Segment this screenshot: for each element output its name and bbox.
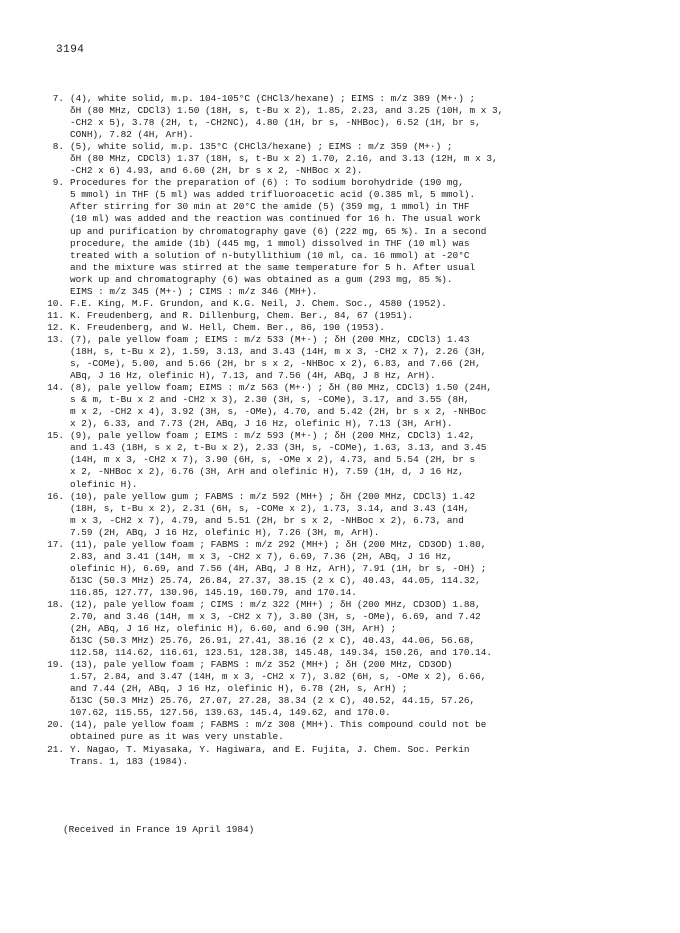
note-number: 14. — [47, 382, 64, 394]
note-line: m x 3, -CH2 x 7), 4.79, and 5.51 (2H, br s x 2, -NHBoc x 2), 6.73, and — [70, 514, 464, 526]
note-line: δH (80 MHz, CDCl3) 1.37 (18H, s, t-Bu x 2) 1.70, 2.16, and 3.13 (12H, m x 3, — [70, 153, 498, 165]
note-line: δ13C (50.3 MHz) 25.76, 27.07, 27.28, 38.34 (2 x C), 40.52, 44.15, 57.26, — [70, 695, 476, 707]
note-item — [36, 93, 666, 141]
note-line: procedure, the amide (1b) (445 mg, 1 mmol) dissolved in THF (10 ml) was — [70, 237, 470, 249]
note-item — [36, 334, 666, 382]
note-line: (10 ml) was added and the reaction was continued for 16 h. The usual work — [70, 213, 481, 225]
note-line: K. Freudenberg, and W. Hell, Chem. Ber., 86, 190 (1953). — [70, 321, 386, 333]
note-item — [36, 744, 666, 768]
note-line: (13), pale yellow foam ; FABMS : m/z 352 (MH+) ; δH (200 MHz, CD3OD) — [70, 659, 453, 671]
note-number: 17. — [47, 538, 64, 550]
note-text — [70, 491, 666, 539]
note-item — [36, 719, 666, 743]
note-line: F.E. King, M.F. Grundon, and K.G. Neil, J. Chem. Soc., 4580 (1952). — [70, 297, 447, 309]
note-number: 9. — [52, 177, 64, 189]
note-line: K. Freudenberg, and R. Dillenburg, Chem. Ber., 84, 67 (1951). — [70, 309, 414, 321]
note-line: 112.58, 114.62, 116.61, 123.51, 128.38, 145.48, 149.34, 150.26, and 170.14. — [70, 647, 492, 659]
note-line: and the mixture was stirred at the same temperature for 5 h. After usual — [70, 261, 476, 273]
note-number: 8. — [52, 141, 64, 153]
note-line: ABq, J 16 Hz, olefinic H), 7.13, and 7.56 (4H, ABq, J 8 Hz, ArH). — [70, 370, 436, 382]
note-line: (14), pale yellow foam ; FABMS : m/z 308 (MH+). This compound could not be — [70, 719, 487, 731]
note-text — [70, 599, 666, 659]
note-line: 7.59 (2H, ABq, J 16 Hz, olefinic H), 7.26 (3H, m, ArH). — [70, 526, 380, 538]
received-date: (Received in France 19 April 1984) — [63, 824, 255, 835]
note-line: work up and chromatography (6) was obtained as a gum (293 mg, 85 %). — [70, 273, 453, 285]
note-line: (7), pale yellow foam ; EIMS : m/z 533 (M+·) ; δH (200 MHz, CDCl3) 1.43 — [70, 333, 470, 345]
note-line: CONH), 7.82 (4H, ArH). — [70, 129, 194, 141]
note-line: (8), pale yellow foam; EIMS : m/z 563 (M+·) ; δH (80 MHz, CDCl3) 1.50 (24H, — [70, 382, 492, 394]
note-number: 16. — [47, 490, 64, 502]
note-line: and 1.43 (18H, s x 2, t-Bu x 2), 2.33 (3H, s, -COMe), 1.63, 3.13, and 3.45 — [70, 442, 487, 454]
note-line: s & m, t-Bu x 2 and -CH2 x 3), 2.30 (3H, s, -COMe), 3.17, and 3.55 (8H, — [70, 394, 470, 406]
note-line: (12), pale yellow foam ; CIMS : m/z 322 (MH+) ; δH (200 MHz, CD3OD) 1.88, — [70, 598, 481, 610]
note-text — [70, 334, 666, 382]
note-number: 19. — [47, 659, 64, 671]
note-item — [36, 430, 666, 490]
note-text — [70, 141, 666, 177]
note-item — [36, 141, 666, 177]
note-text — [70, 298, 666, 310]
note-line: (18H, s, t-Bu x 2), 1.59, 3.13, and 3.43 (14H, m x 3, -CH2 x 7), 2.26 (3H, — [70, 345, 487, 357]
note-text — [70, 322, 666, 334]
note-line: (11), pale yellow foam ; FABMS : m/z 292 (MH+) ; δH (200 MHz, CD3OD) 1.80, — [70, 538, 487, 550]
note-line: (10), pale yellow gum ; FABMS : m/z 592 (MH+) ; δH (200 MHz, CDCl3) 1.42 — [70, 490, 476, 502]
note-number: 11. — [47, 309, 64, 321]
note-number: 13. — [47, 333, 64, 345]
note-item — [36, 298, 666, 310]
note-line: EIMS : m/z 345 (M+·) ; CIMS : m/z 346 (MH+). — [70, 285, 318, 297]
note-line: (14H, m x 3, -CH2 x 7), 3.90 (6H, s, -OMe x 2), 4.73, and 5.54 (2H, br s — [70, 454, 476, 466]
note-item — [36, 599, 666, 659]
note-number: 10. — [47, 297, 64, 309]
note-line: Trans. 1, 183 (1984). — [70, 755, 189, 767]
note-line: (18H, s, t-Bu x 2), 2.31 (6H, s, -COMe x 2), 1.73, 3.14, and 3.43 (14H, — [70, 502, 470, 514]
note-line: (9), pale yellow foam ; EIMS : m/z 593 (M+·) ; δH (200 MHz, CDCl3) 1.42, — [70, 430, 476, 442]
note-text — [70, 659, 666, 719]
note-line: treated with a solution of n-butyllithium (10 ml, ca. 16 mmol) at -20°C — [70, 249, 470, 261]
note-line: 1.57, 2.84, and 3.47 (14H, m x 3, -CH2 x 7), 3.82 (6H, s, -OMe x 2), 6.66, — [70, 671, 487, 683]
note-line: After stirring for 30 min at 20°C the amide (5) (359 mg, 1 mmol) in THF — [70, 201, 470, 213]
notes-list — [36, 93, 666, 768]
note-item — [36, 539, 666, 599]
note-text — [70, 310, 666, 322]
note-item — [36, 491, 666, 539]
note-line: 2.83, and 3.41 (14H, m x 3, -CH2 x 7), 6.69, 7.36 (2H, ABq, J 16 Hz, — [70, 550, 453, 562]
note-line: s, -COMe), 5.00, and 5.66 (2H, br s x 2, -NHBoc x 2), 6.83, and 7.66 (2H, — [70, 358, 481, 370]
note-line: up and purification by chromatography gave (6) (222 mg, 65 %). In a second — [70, 225, 487, 237]
note-line: δH (80 MHz, CDCl3) 1.50 (18H, s, t-Bu x 2), 1.85, 2.23, and 3.25 (10H, m x 3, — [70, 105, 504, 117]
note-line: 5 mmol) in THF (5 ml) was added trifluoroacetic acid (0.385 ml, 5 mmol). — [70, 189, 476, 201]
note-number: 12. — [47, 321, 64, 333]
note-text — [70, 744, 666, 768]
note-line: obtained pure as it was very unstable. — [70, 731, 284, 743]
note-line: (5), white solid, m.p. 135°C (CHCl3/hexane) ; EIMS : m/z 359 (M+·) ; — [70, 141, 453, 153]
note-text — [70, 93, 666, 141]
note-line: Procedures for the preparation of (6) : To sodium borohydride (190 mg, — [70, 177, 464, 189]
note-text — [70, 539, 666, 599]
note-number: 15. — [47, 430, 64, 442]
note-line: 116.85, 127.77, 130.96, 145.19, 160.79, and 170.14. — [70, 586, 357, 598]
note-line: δ13C (50.3 MHz) 25.76, 26.91, 27.41, 38.16 (2 x C), 40.43, 44.06, 56.68, — [70, 635, 476, 647]
note-number: 20. — [47, 719, 64, 731]
note-line: 2.70, and 3.46 (14H, m x 3, -CH2 x 7), 3.80 (3H, s, -OMe), 6.69, and 7.42 — [70, 611, 481, 623]
note-item — [36, 310, 666, 322]
note-line: 107.62, 115.55, 127.56, 139.63, 145.4, 149.62, and 170.0. — [70, 707, 391, 719]
note-line: Y. Nagao, T. Miyasaka, Y. Hagiwara, and E. Fujita, J. Chem. Soc. Perkin — [70, 743, 470, 755]
note-item — [36, 177, 666, 297]
note-line: x 2, -NHBoc x 2), 6.76 (3H, ArH and olefinic H), 7.59 (1H, d, J 16 Hz, — [70, 466, 464, 478]
note-line: and 7.44 (2H, ABq, J 16 Hz, olefinic H), 6.78 (2H, s, ArH) ; — [70, 683, 408, 695]
note-number: 18. — [47, 598, 64, 610]
note-line: olefinic H), 6.69, and 7.56 (4H, ABq, J 8 Hz, ArH), 7.91 (1H, br s, -OH) ; — [70, 562, 487, 574]
note-item — [36, 659, 666, 719]
note-line: m x 2, -CH2 x 4), 3.92 (3H, s, -OMe), 4.70, and 5.42 (2H, br s x 2, -NHBoc — [70, 406, 487, 418]
note-line: (2H, ABq, J 16 Hz, olefinic H), 6.60, and 6.90 (3H, ArH) ; — [70, 623, 397, 635]
note-text — [70, 719, 666, 743]
note-text — [70, 430, 666, 490]
note-line: (4), white solid, m.p. 104-105°C (CHCl3/hexane) ; EIMS : m/z 389 (M+·) ; — [70, 93, 476, 104]
note-line: -CH2 x 5), 3.78 (2H, t, -CH2NC), 4.80 (1H, br s, -NHBoc), 6.52 (1H, br s, — [70, 117, 481, 129]
note-number: 7. — [52, 93, 64, 104]
page-number: 3194 — [56, 44, 85, 56]
note-number: 21. — [47, 743, 64, 755]
note-item — [36, 382, 666, 430]
note-item — [36, 322, 666, 334]
note-line: δ13C (50.3 MHz) 25.74, 26.84, 27.37, 38.15 (2 x C), 40.43, 44.05, 114.32, — [70, 574, 481, 586]
note-line: olefinic H). — [70, 478, 138, 490]
note-line: x 2), 6.33, and 7.73 (2H, ABq, J 16 Hz, olefinic H), 7.13 (3H, ArH). — [70, 418, 453, 430]
note-text — [70, 177, 666, 297]
note-text — [70, 382, 666, 430]
note-line: -CH2 x 6) 4.93, and 6.60 (2H, br s x 2, -NHBoc x 2). — [70, 165, 363, 177]
